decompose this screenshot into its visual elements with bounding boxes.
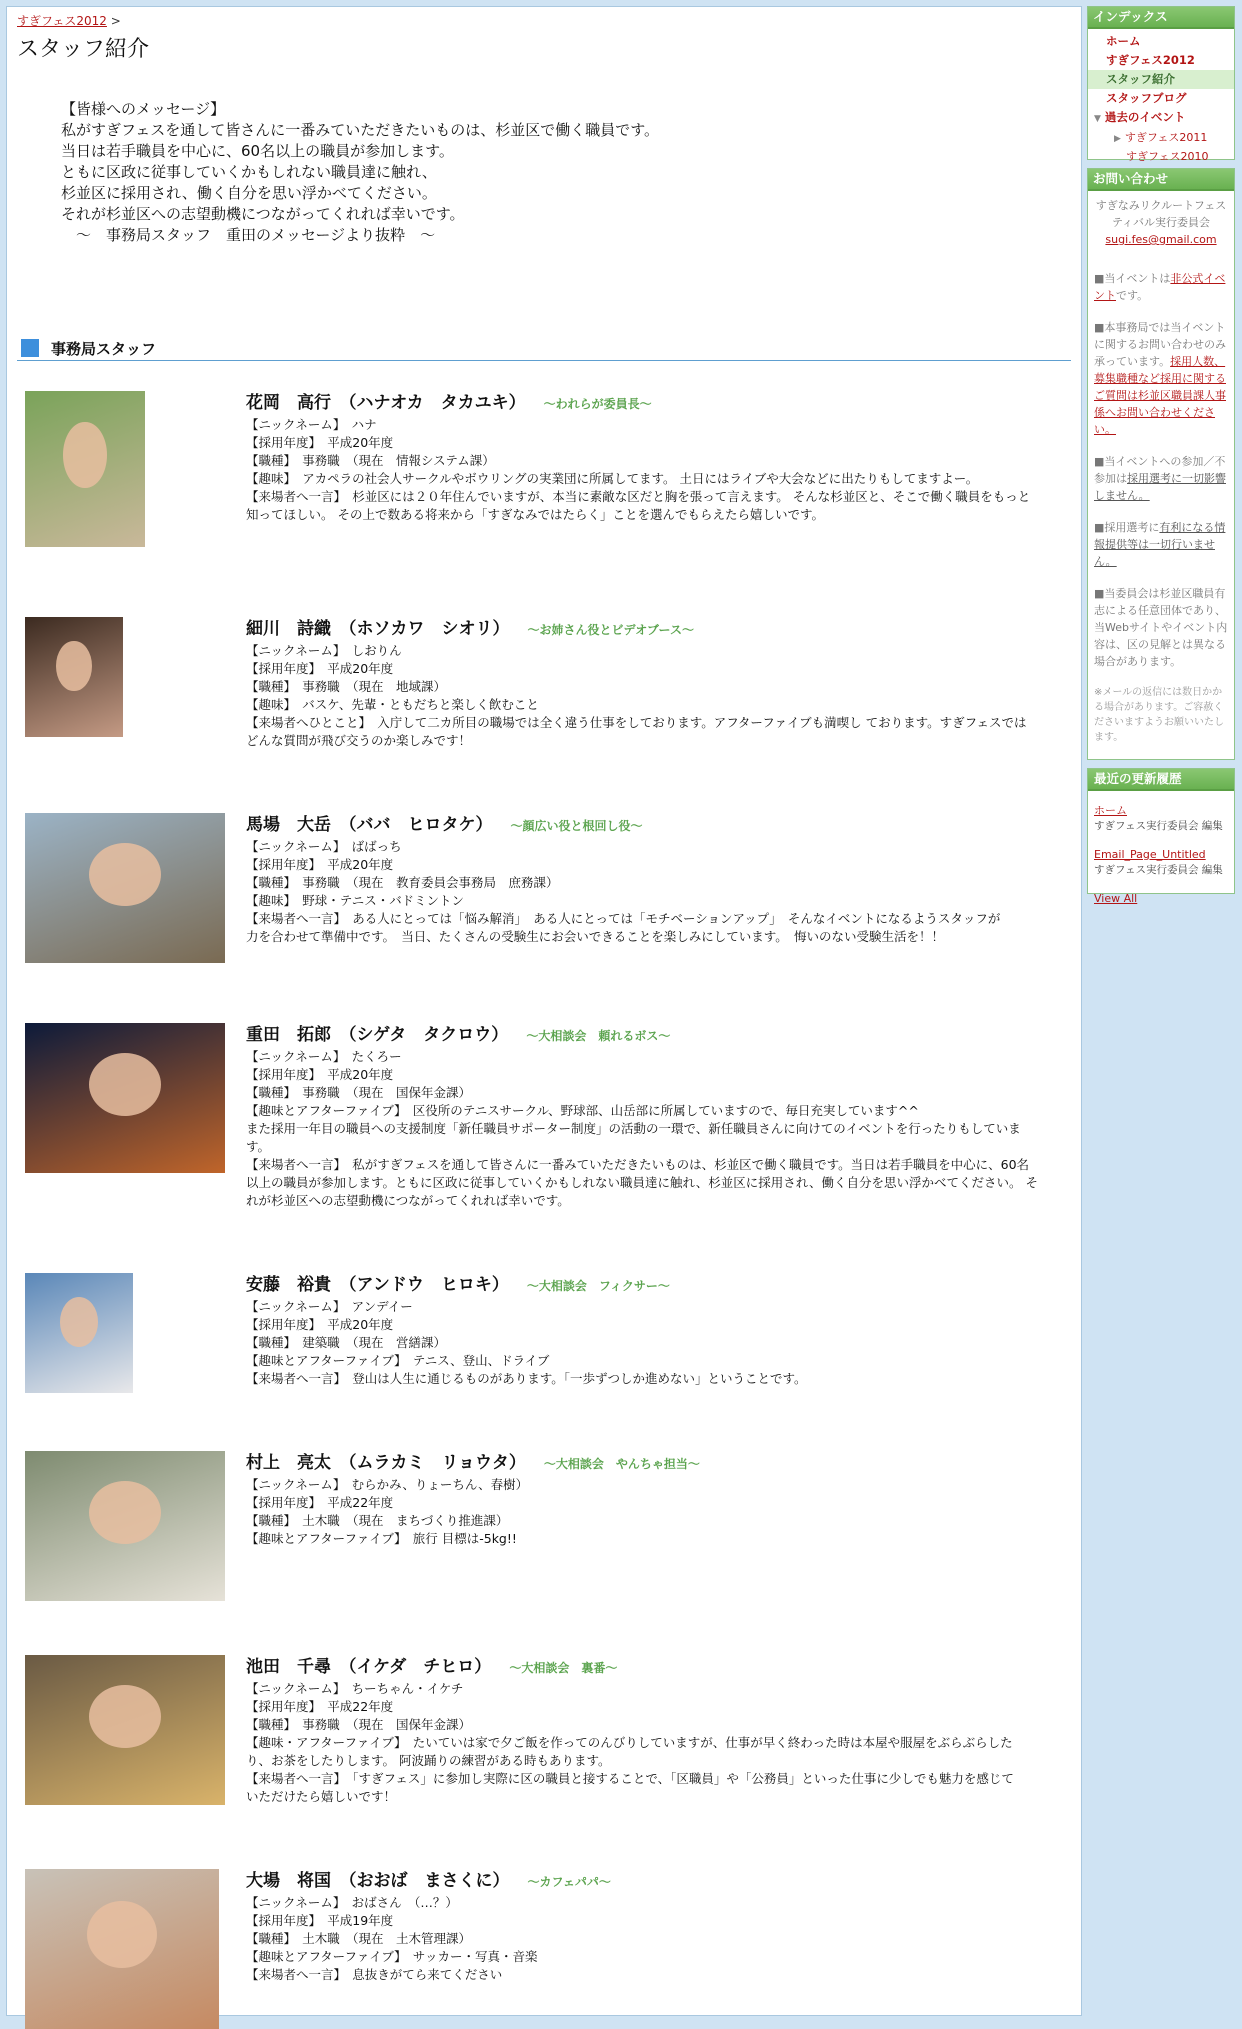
staff-name — [246, 391, 1076, 416]
breadcrumb-link[interactable]: すぎフェス2012 — [17, 14, 107, 28]
staff-info — [246, 1869, 1076, 1984]
sidebar-recent-title: 最近の更新履歴 — [1088, 769, 1234, 791]
section-title: 事務局スタッフ — [51, 339, 157, 358]
staff-detail-line: 【来場者へ一言】 登山は人生に通じるものがあります。「一歩ずつしか進めない」ということです。 — [246, 1371, 807, 1386]
staff-detail-line: 【職種】 事務職 （現在 国保年金課） — [246, 1717, 472, 1732]
nav-past-events-label: 過去のイベント — [1104, 110, 1186, 124]
note-unofficial-c: です。 — [1116, 289, 1149, 302]
staff-detail-line: 力を合わせて準備中です。 当日、たくさんの受験生にお会いできることを楽しみにしています。 悔いのない受験生活を！！ — [246, 929, 945, 944]
staff-photo — [25, 617, 123, 737]
staff-info — [246, 1273, 1076, 1388]
staff-detail-line: 【職種】 土木職 （現在 土木管理課） — [246, 1931, 472, 1946]
message-block: 【皆様へのメッセージ】 私がすぎフェスを通して皆さんに一番みていただきたいものは、杉並区で働く職員です。 当日は若手職員を中心に、60名以上の職員が参加します。 ともに区政に従事していくかもしれない職員達に触れ、 杉並区に採用され、働く自分を思い浮かべてください。 それが杉並区への志望動機につながってくれれば幸いです。 ～ 事務局スタッフ 重田のメッセージより抜粋 ～ — [61, 100, 660, 244]
staff-name-text: 細川 詩織 （ホソカワ シオリ） — [246, 619, 510, 639]
chevron-down-icon: ▼ — [1094, 114, 1101, 124]
staff-detail-line: 【採用年度】 平成20年度 — [246, 857, 394, 872]
staff-detail-line: 【趣味とアフターファイブ】 区役所のテニスサークル、野球部、山岳部に所属していますので、毎日充実しています^^ — [246, 1103, 919, 1118]
staff-detail-line: また採用一年目の職員への支援制度「新任職員サポーター制度」の活動の一環で、新任職員さんに向けてのイベントを行ったりもしていま — [246, 1121, 1021, 1136]
staff-name-text: 池田 千尋 （イケダ チヒロ） — [246, 1657, 492, 1677]
staff-name — [246, 1273, 1076, 1298]
staff-detail-line: 【ニックネーム】 おばさん （…？） — [246, 1895, 458, 1910]
staff-role: ～大相談会 やんちゃ担当～ — [543, 1457, 700, 1471]
sidebar-index-title: インデックス — [1088, 7, 1234, 29]
staff-photo — [25, 1451, 225, 1601]
staff-name-text: 安藤 裕貴 （アンドウ ヒロキ） — [246, 1275, 509, 1295]
recent-by-1: すぎフェス実行委員会 編集 — [1094, 820, 1223, 832]
staff-photo-figure — [63, 422, 106, 488]
staff-photo — [25, 1869, 219, 2029]
staff-detail-line: 【来場者へ一言】 杉並区には２０年住んでいますが、本当に素敵な区だと胸を張って言えます。 そんな杉並区と、そこで働く職員をもっと — [246, 489, 1031, 504]
note-no-impact — [1088, 453, 1234, 504]
staff-photo-figure — [89, 1053, 161, 1116]
staff-detail-line: 【来場者へひとこと】 入庁して二カ所目の職場では全く違う仕事をしております。アフターファイブも満喫し ております。すぎフェスでは — [246, 715, 1027, 730]
staff-photo-figure — [89, 1685, 161, 1748]
staff-info — [246, 813, 1076, 946]
recent-link-home[interactable]: ホーム — [1094, 804, 1127, 817]
staff-detail-line: 【来場者へ一言】 ある人にとっては「悩み解消」 ある人にとっては「モチベーションアップ」 そんなイベントになるようスタッフが — [246, 911, 1001, 926]
note-unofficial-a: ■当イベントは — [1094, 272, 1171, 285]
page-title: スタッフ紹介 — [17, 37, 150, 62]
staff-name — [246, 1451, 1076, 1476]
chevron-right-icon: ▶ — [1114, 134, 1121, 144]
contact-org: すぎなみリクルートフェスティバル実行委員会 — [1095, 199, 1227, 229]
staff-detail-line: 【ニックネーム】 ハナ — [246, 417, 377, 432]
staff-detail-line: 【ニックネーム】 たくろー — [246, 1049, 402, 1064]
staff-detail-line: 【ニックネーム】 ばばっち — [246, 839, 402, 854]
staff-name-text: 花岡 高行 （ハナオカ タカユキ） — [246, 393, 526, 413]
sidebar-index — [1087, 6, 1235, 163]
staff-name-text: 大場 将国 （おおば まさくに） — [246, 1871, 510, 1891]
staff-detail-line: 【趣味とアフターファイブ】 テニス、登山、ドライブ — [246, 1353, 550, 1368]
staff-detail-line: 【趣味】 野球・テニス・バドミントン — [246, 893, 465, 908]
staff-detail-line: 【趣味】 バスケ、先輩・ともだちと楽しく飲むこと — [246, 697, 539, 712]
note-inquiries-a: ■本事務局では当イベントに関するお問い合わせのみ承っています。 — [1094, 321, 1226, 368]
staff-photo-figure — [89, 1481, 161, 1544]
staff-name-text: 馬場 大岳 （ババ ヒロタケ） — [246, 815, 493, 835]
staff-detail-line: れが杉並区への志望動機につながってくれれば幸いです。 — [246, 1193, 570, 1208]
staff-role: ～大相談会 頼れるボス～ — [526, 1029, 671, 1043]
note-no-impact-a: ■当イベントへの参加／不参加は — [1094, 455, 1226, 485]
section-square-icon — [21, 339, 39, 357]
note-inquiries-link[interactable]: 採用人数、募集職種など採用に関するご質問は杉並区職員課人事係へお問い合わせください。 — [1094, 355, 1226, 436]
contact-email-link[interactable]: sugi.fes@gmail.com — [1105, 233, 1217, 246]
staff-role: ～大相談会 裏番～ — [509, 1661, 618, 1675]
staff-role: ～顔広い役と根回し役～ — [510, 819, 643, 833]
staff-info — [246, 391, 1076, 524]
nav-sugifes2011[interactable] — [1088, 129, 1234, 148]
staff-detail-line: 【職種】 事務職 （現在 教育委員会事務局 庶務課） — [246, 875, 559, 890]
staff-detail-line: 【来場者へ一言】 「すぎフェス」に参加し実際に区の職員と接することで、「区職員」や「公務員」といった仕事に少しでも魅力を感じて — [246, 1771, 1014, 1786]
staff-role: ～お姉さん役とビデオブース～ — [527, 623, 694, 637]
breadcrumb-separator: > — [106, 14, 121, 28]
staff-detail-line: 【ニックネーム】 しおりん — [246, 643, 402, 658]
note-no-advantage-b: 有利になる情報提供等は一切行いません。 — [1094, 521, 1226, 568]
note-no-advantage-a: ■採用選考に — [1094, 521, 1160, 534]
staff-detail-line: 【採用年度】 平成20年度 — [246, 661, 394, 676]
staff-detail-line: 【職種】 事務職 （現在 地域課） — [246, 679, 447, 694]
nav-sugifes2010[interactable]: すぎフェス2010 — [1126, 150, 1209, 163]
staff-photo-figure — [56, 641, 91, 691]
staff-info — [246, 1451, 1076, 1548]
staff-photo — [25, 1023, 225, 1173]
staff-detail-line: 【採用年度】 平成22年度 — [246, 1495, 394, 1510]
staff-photo-figure — [87, 1901, 157, 1968]
staff-detail-line: 【職種】 建築職 （現在 営繕課） — [246, 1335, 447, 1350]
staff-detail-line: 【採用年度】 平成22年度 — [246, 1699, 394, 1714]
staff-photo — [25, 1655, 225, 1805]
staff-info — [246, 617, 1076, 750]
nav-staff[interactable]: スタッフ紹介 — [1088, 70, 1234, 89]
staff-detail-line: り、お茶をしたりします。 阿波踊りの練習がある時もあります。 — [246, 1753, 611, 1768]
recent-link-email-page[interactable]: Email_Page_Untitled — [1094, 848, 1206, 861]
section-header — [17, 336, 1071, 361]
staff-name — [246, 1023, 1076, 1048]
note-reply: ※メールの返信には数日かかる場合があります。ご容赦くださいますようお願いいたします。 — [1094, 687, 1224, 743]
staff-photo — [25, 1273, 133, 1393]
nav-staff-blog[interactable]: スタッフブログ — [1106, 91, 1187, 105]
staff-detail-line: 【ニックネーム】 ちーちゃん・イケチ — [246, 1681, 464, 1696]
staff-detail-line: 【ニックネーム】 アンデイー — [246, 1299, 413, 1314]
staff-detail-line: 【職種】 土木職 （現在 まちづくり推進課） — [246, 1513, 509, 1528]
staff-role: ～われらが委員長～ — [543, 397, 652, 411]
staff-role: ～大相談会 フィクサー～ — [526, 1279, 670, 1293]
note-unofficial — [1088, 270, 1234, 304]
sidebar-contact-title: お問い合わせ — [1088, 169, 1234, 191]
nav-home[interactable]: ホーム — [1106, 34, 1141, 48]
nav-past-events[interactable] — [1088, 108, 1234, 129]
staff-name-text: 村上 亮太 （ムラカミ リョウタ） — [246, 1453, 526, 1473]
sidebar-contact — [1087, 168, 1235, 760]
staff-detail-line: どんな質問が飛び交うのか楽しみです！ — [246, 733, 472, 748]
breadcrumb — [17, 13, 1071, 29]
recent-by-2: すぎフェス実行委員会 編集 — [1094, 864, 1223, 876]
staff-detail-line: 【来場者へ一言】 私がすぎフェスを通して皆さんに一番みていただきたいものは、杉並区で働く職員です。当日は若手職員を中心に、60名 — [246, 1157, 1030, 1172]
staff-role: ～カフェパパ～ — [527, 1875, 611, 1889]
main-content — [6, 6, 1082, 2016]
note-volunteer: ■当委員会は杉並区職員有志による任意団体であり、当Webサイトやイベント内容は、区の見解とは異なる場合があります。 — [1094, 587, 1228, 668]
nav-sugifes2011-label: すぎフェス2011 — [1124, 131, 1208, 144]
staff-detail-line: 【職種】 事務職 （現在 情報システム課） — [246, 453, 495, 468]
staff-name — [246, 1869, 1076, 1894]
note-inquiries — [1088, 319, 1234, 438]
note-no-advantage — [1088, 519, 1234, 570]
nav-sugifes2012[interactable]: すぎフェス2012 — [1106, 53, 1195, 67]
staff-detail-line: 【趣味とアフターファイブ】 サッカー・写真・音楽 — [246, 1949, 538, 1964]
note-unofficial-link[interactable]: 非公式イベント — [1094, 272, 1226, 302]
staff-detail-line: 知ってほしい。 その上で数ある将来から「すぎなみではたらく」ことを選んでもらえたら嬉しいです。 — [246, 507, 824, 522]
staff-name — [246, 1655, 1076, 1680]
staff-photo — [25, 813, 225, 963]
staff-name — [246, 813, 1076, 838]
staff-photo — [25, 391, 145, 547]
staff-detail-line: 【来場者へ一言】 息抜きがてら来てください — [246, 1967, 503, 1982]
staff-detail-line: 【職種】 事務職 （現在 国保年金課） — [246, 1085, 472, 1100]
staff-info — [246, 1023, 1076, 1210]
staff-name-text: 重田 拓郎 （シゲタ タクロウ） — [246, 1025, 509, 1045]
view-all-link[interactable]: View All — [1094, 892, 1138, 905]
note-no-impact-b: 採用選考に一切影響しません。 — [1094, 472, 1226, 502]
staff-detail-line: いただけたら嬉しいです！ — [246, 1789, 397, 1804]
staff-detail-line: 以上の職員が参加します。ともに区政に従事していくかもしれない職員達に触れ、杉並区に採用され、働く自分を思い浮かべてください。 そ — [246, 1175, 1038, 1190]
staff-detail-line: 【ニックネーム】 むらかみ、りょーちん、春樹） — [246, 1477, 529, 1492]
staff-info — [246, 1655, 1076, 1806]
sidebar-recent — [1087, 768, 1235, 905]
staff-detail-line: 【採用年度】 平成19年度 — [246, 1913, 394, 1928]
staff-detail-line: 【採用年度】 平成20年度 — [246, 435, 394, 450]
staff-detail-line: す。 — [246, 1139, 271, 1154]
staff-name — [246, 617, 1076, 642]
staff-detail-line: 【採用年度】 平成20年度 — [246, 1317, 394, 1332]
staff-detail-line: 【採用年度】 平成20年度 — [246, 1067, 394, 1082]
staff-detail-line: 【趣味・アフターファイブ】 たいていは家で夕ご飯を作ってのんびりしていますが、仕事が早く終わった時は本屋や服屋をぶらぶらした — [246, 1735, 1013, 1750]
staff-detail-line: 【趣味とアフターファイブ】 旅行 目標は-5kg!! — [246, 1531, 517, 1546]
staff-detail-line: 【趣味】 アカペラの社会人サークルやボウリングの実業団に所属してます。 土日にはライブや大会などに出たりもしてますよー。 — [246, 471, 979, 486]
staff-photo-figure — [60, 1297, 99, 1347]
staff-photo-figure — [89, 843, 161, 906]
